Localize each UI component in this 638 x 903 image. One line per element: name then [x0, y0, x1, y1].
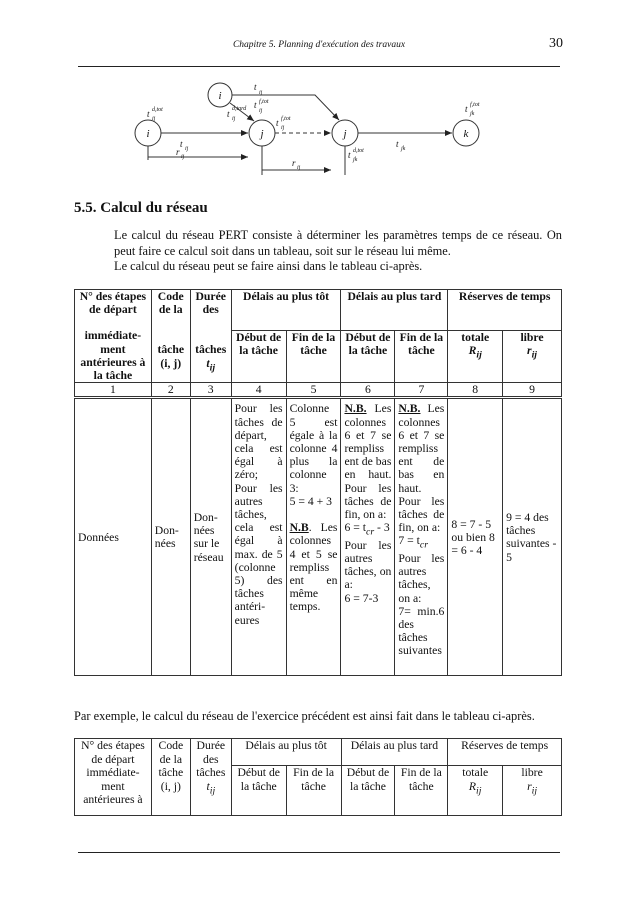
svg-text:t: t	[276, 118, 279, 128]
svg-text:jk: jk	[401, 146, 406, 152]
svg-text:f,tot: f,tot	[259, 99, 269, 105]
header-end-earliest: Fin de la tâche	[286, 331, 341, 383]
svg-text:d,tot: d,tot	[353, 148, 364, 154]
t2-header-reserves: Réserves de temps	[448, 739, 562, 766]
t2-header-total-reserve: totale $R_{ij}$	[448, 766, 503, 816]
svg-text:k: k	[463, 128, 469, 140]
svg-text:t: t	[254, 82, 257, 92]
svg-text:t: t	[180, 139, 183, 149]
paragraph-1: Le calcul du réseau PERT consiste à déterminer les paramètres temps de ce réseau. On peut faire ce calcul soit dans un tableau, soit sur le réseau lui même.	[114, 228, 562, 258]
col5-cell: Colonne 5 est égale à la colonne 4 plus la colonne 3: 5 = 4 + 3 N.B. Les colonnes 4 et 5 se rempliss ent en même temps.	[286, 398, 341, 676]
svg-text:d,tard: d,tard	[232, 106, 247, 112]
col4-cell: Pour les tâches de départ, cela est égal à zéro; Pour les autres tâches, cela est égal à max. de 5 (colonne 5) des tâches antéri-eures	[231, 398, 286, 676]
svg-text:ij: ij	[281, 125, 285, 131]
example-paragraph: Par exemple, le calcul du réseau de l'exercice précédent est ainsi fait dans le tableau ci-après.	[74, 709, 535, 723]
code-cell: Don- nées	[151, 398, 190, 676]
header-earliest: Délais au plus tôt	[231, 290, 341, 331]
t2-header-start-earliest: Début de la tâche	[231, 766, 286, 816]
duration-cell: Don- nées sur le réseau	[190, 398, 231, 676]
svg-text:j: j	[343, 128, 347, 140]
svg-text:f,tot: f,tot	[470, 102, 480, 108]
header-total-reserve: totale $R_{ij}$	[448, 331, 503, 383]
page-number: 30	[549, 36, 563, 51]
data-row	[75, 398, 562, 676]
t2-header-earliest: Délais au plus tôt	[231, 739, 341, 766]
header-reserves: Réserves de temps	[448, 290, 562, 331]
t2-header-end-earliest: Fin de la tâche	[286, 766, 341, 816]
svg-text:ij: ij	[232, 116, 236, 122]
header-duration: Durée des tâches $t_{ij}$	[190, 290, 231, 383]
svg-text:i: i	[146, 128, 150, 140]
row-label: Données	[75, 398, 152, 676]
intro-paragraph	[74, 228, 562, 275]
column-numbers-row: 1 2 3 4 5 6 7 8 9	[75, 383, 562, 398]
svg-text:ij: ij	[185, 146, 189, 152]
svg-text:t: t	[465, 104, 468, 114]
header-start-earliest: Début de la tâche	[231, 331, 286, 383]
svg-text:j: j	[260, 128, 264, 140]
t2-header-end-latest: Fin de la tâche	[395, 766, 448, 816]
svg-text:ij: ij	[297, 165, 301, 171]
svg-text:ij: ij	[152, 116, 156, 122]
header-step-number: N° des étapes de départ immédiate-ment antérieures à la tâche	[75, 290, 152, 383]
svg-text:t: t	[396, 139, 399, 149]
svg-text:r: r	[176, 147, 180, 157]
calculation-table	[74, 289, 562, 676]
chapter-header: Chapitre 5. Planning d'exécution des travaux	[232, 40, 406, 50]
t2-header-latest: Délais au plus tard	[341, 739, 448, 766]
t2-header-code: Code de la tâche (i, j)	[151, 739, 190, 816]
svg-text:i: i	[218, 90, 222, 102]
header-end-latest: Fin de la tâche	[395, 331, 448, 383]
paragraph-2: Le calcul du réseau peut se faire ainsi dans le tableau ci-après.	[114, 259, 423, 273]
svg-text:jk: jk	[353, 157, 358, 163]
t2-header-step-number: N° des étapes de départ immédiate-ment antérieures à	[75, 739, 152, 816]
col7-cell: N.B. Les colonnes 6 et 7 se rempliss ent de bas en haut. Pour les tâches de fin, on a: $7 = t_{cr}$ Pour les autres tâches, on a: 7= min.6 des tâches suivantes	[395, 398, 448, 676]
svg-text:t: t	[227, 109, 230, 119]
svg-text:t: t	[254, 100, 257, 110]
footer-rule	[78, 852, 560, 853]
header-free-reserve: libre $r_{ij}$	[503, 331, 562, 383]
pert-network-diagram	[0, 0, 638, 200]
t2-header-free-reserve: libre $r_{ij}$	[503, 766, 562, 816]
svg-text:t: t	[348, 150, 351, 160]
col8-cell: 8 = 7 - 5 ou bien 8 = 6 - 4	[448, 398, 503, 676]
col6-cell: N.B. Les colonnes 6 et 7 se rempliss ent de bas en haut. Pour les tâches de fin, on a: $6 = t_{cr} - 3$ Pour les autres tâches, on a: 6 = 7-3	[341, 398, 395, 676]
header-start-latest: Début de la tâche	[341, 331, 395, 383]
svg-text:d,tot: d,tot	[152, 107, 163, 113]
section-title: 5.5. Calcul du réseau	[74, 200, 208, 216]
example-table	[74, 738, 562, 816]
svg-text:t: t	[147, 109, 150, 119]
header-code: Code de la tâche (i, j)	[151, 290, 190, 383]
svg-text:f,tot: f,tot	[281, 116, 291, 122]
svg-text:r: r	[292, 158, 296, 168]
header-latest: Délais au plus tard	[341, 290, 448, 331]
svg-text:jk: jk	[470, 111, 475, 117]
t2-header-start-latest: Début de la tâche	[341, 766, 395, 816]
svg-text:ij: ij	[259, 108, 263, 114]
page-bottom-mask	[0, 816, 638, 903]
t2-header-duration: Durée des tâches $t_{ij}$	[190, 739, 231, 816]
col9-cell: 9 = 4 des tâches suivantes - 5	[503, 398, 562, 676]
svg-text:ij: ij	[259, 90, 263, 96]
svg-text:ij: ij	[181, 154, 185, 160]
